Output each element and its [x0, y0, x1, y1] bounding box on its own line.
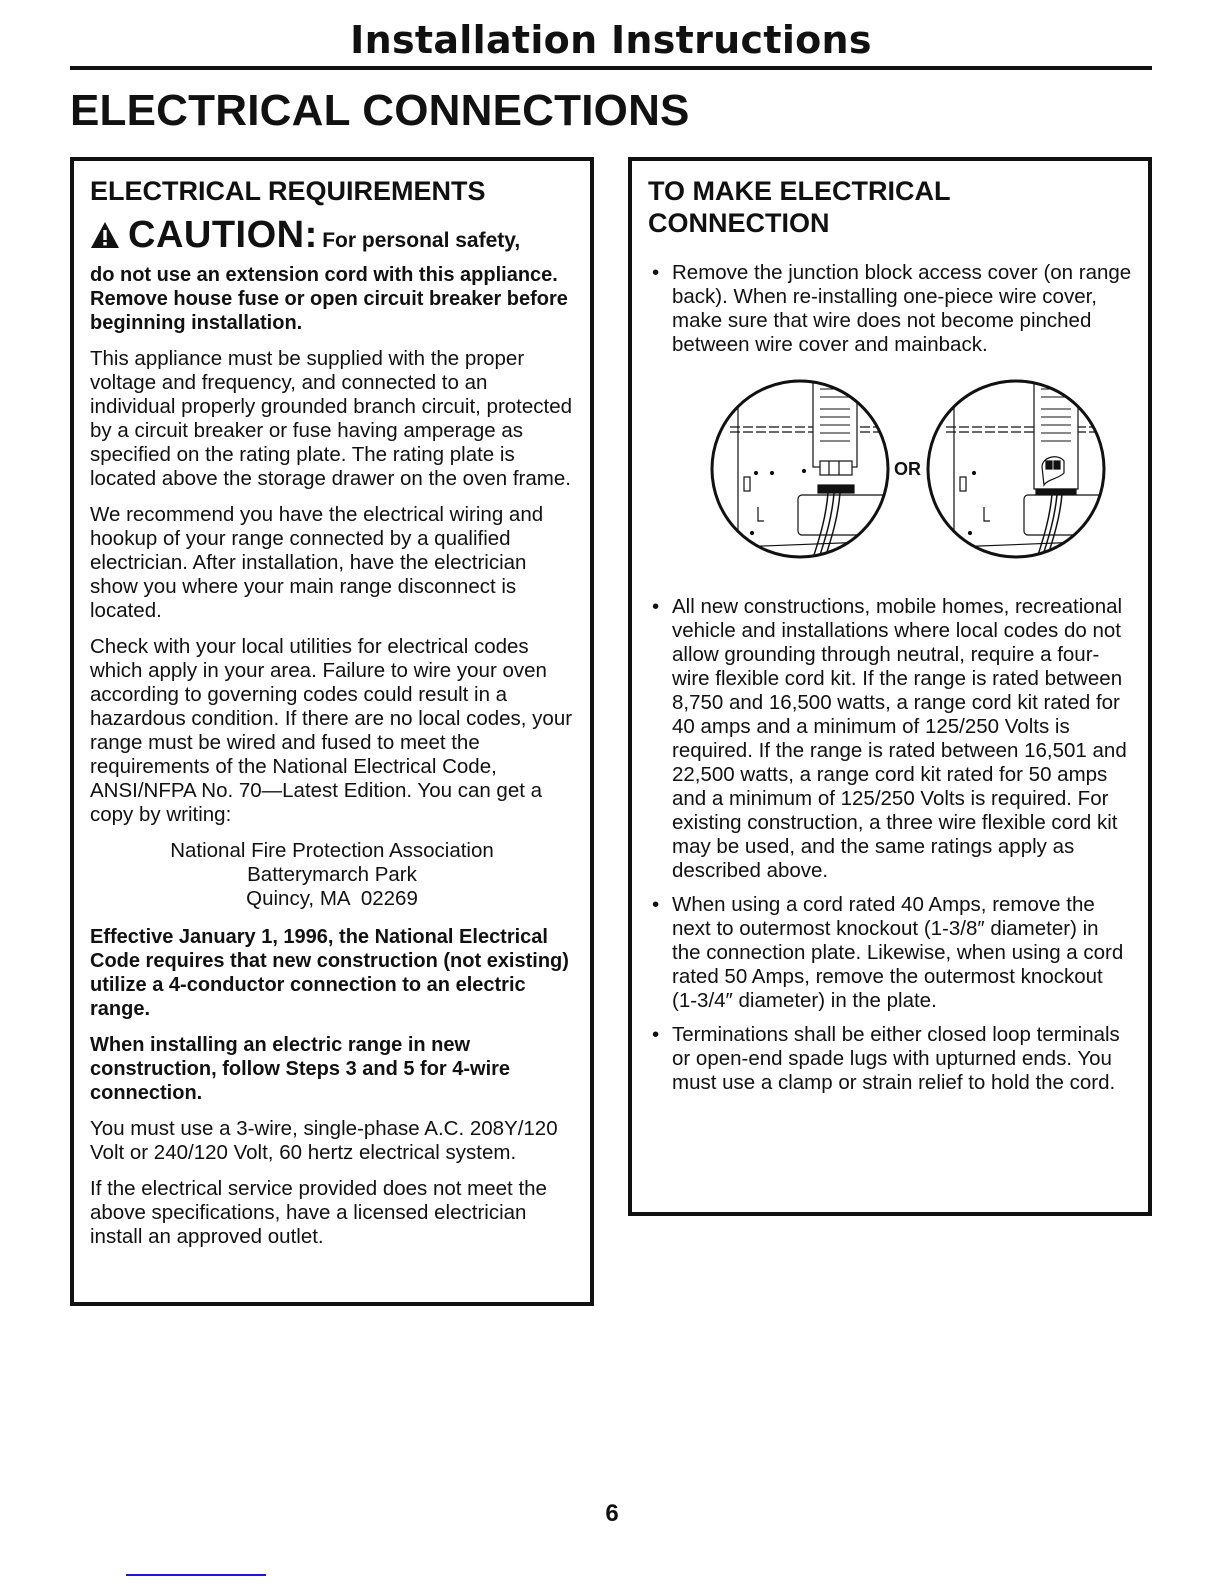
caution-text: do not use an extension cord with this appliance. Remove house fuse or open circuit breaker before beginning installation. [90, 264, 568, 334]
electrical-requirements-box [70, 157, 594, 1306]
junction-block-three-terminal-diagram [708, 377, 892, 561]
bullet-dot: • [652, 893, 660, 916]
bullet-terminations [648, 1023, 1132, 1095]
junction-block-diagram [648, 377, 1132, 577]
bullet-text: When using a cord rated 40 Amps, remove the next to outermost knockout (1-3/8″ diameter) in the connection plate. Likewise, when using a cord rated 50 Amps, remove the outermost knockout (1-3/4″ diameter) in the plate. [672, 893, 1124, 1012]
address-line-2: Batterymarch Park [247, 863, 417, 886]
paragraph-supply: This appliance must be supplied with the proper voltage and frequency, and connected to an individual properly grounded branch circuit, protected by a circuit breaker or fuse having amperage as specified on the rating plate. The rating plate is located above the storage drawer on the oven frame. [90, 347, 573, 490]
or-label: OR [894, 459, 921, 479]
header-rule [70, 66, 1152, 70]
page-header-title: Installation Instructions [350, 18, 872, 62]
bullet-text: All new constructions, mobile homes, recreational vehicle and installations where local codes do not allow grounding through neutral, require a four-wire flexible cord kit. If the range is rated between 8,750 and 16,500 watts, a range cord kit rated for 40 amps and a minimum of 125/250 Volts is required. If the range is rated between 16,501 and 22,500 watts, a range cord kit rated for 50 amps and a minimum of 125/250 Volts is required. For existing construction, a three wire flexible cord kit may be used, and the same ratings apply as described above. [672, 595, 1127, 882]
bullet-knockout [648, 893, 1132, 1013]
make-electrical-connection-box [628, 157, 1152, 1216]
nec-1996-note: Effective January 1, 1996, the National Electrical Code requires that new construction (not existing) utilize a 4-conductor connection to an electric range. [90, 926, 569, 1020]
warning-triangle-icon [90, 221, 120, 263]
bullet-text: Remove the junction block access cover (on range back). When re-installing one-piece wire cover, make sure that wire does not become pinched between wire cover and mainback. [672, 261, 1132, 356]
bullet-remove-cover [648, 261, 1132, 357]
bullet-dot: • [652, 595, 660, 618]
paragraph-licensed-electrician: If the electrical service provided does not meet the above specifications, have a licensed electrician install an approved outlet. [90, 1177, 547, 1248]
section-title: ELECTRICAL CONNECTIONS [70, 86, 690, 135]
address-line-3: Quincy, MA 02269 [246, 887, 418, 910]
address-line-1: National Fire Protection Association [170, 839, 494, 862]
junction-block-cover-installed-diagram [924, 377, 1108, 561]
electrical-requirements-heading: ELECTRICAL REQUIREMENTS [90, 176, 486, 206]
new-construction-note: When installing an electric range in new construction, follow Steps 3 and 5 for 4-wire connection. [90, 1034, 511, 1104]
paragraph-codes: Check with your local utilities for electrical codes which apply in your area. Failure to wire your oven according to governing codes could result in a hazardous condition. If there are no local codes, your range must be wired and fused to meet the requirements of the National Electrical Code, ANSI/NFPA No. 70—Latest Edition. You can get a copy by writing: [90, 635, 573, 826]
first-bullet-list [648, 261, 1132, 357]
page-number: 6 [605, 1500, 619, 1527]
caution-intro: For personal safety, [322, 229, 521, 252]
bullet-dot: • [652, 261, 660, 284]
paragraph-electrician: We recommend you have the electrical wiring and hookup of your range connected by a qualified electrician. After installation, have the electrician show you where your main range disconnect is located. [90, 503, 544, 622]
bullet-dot: • [652, 1023, 660, 1046]
caution-label: CAUTION: [128, 214, 318, 256]
caution-block [90, 214, 574, 263]
bullet-four-wire-cord [648, 595, 1132, 883]
bullet-text: Terminations shall be either closed loop terminals or open-end spade lugs with upturned ends. You must use a clamp or strain relief to hold the cord. [672, 1023, 1120, 1094]
nfpa-address [90, 839, 574, 911]
requirements-bullet-list [648, 595, 1132, 1095]
footer-link-underline[interactable] [126, 1574, 266, 1576]
make-connection-heading: TO MAKE ELECTRICAL CONNECTION [648, 176, 951, 238]
paragraph-system: You must use a 3-wire, single-phase A.C. 208Y/120 Volt or 240/120 Volt, 60 hertz electrical system. [90, 1117, 558, 1164]
